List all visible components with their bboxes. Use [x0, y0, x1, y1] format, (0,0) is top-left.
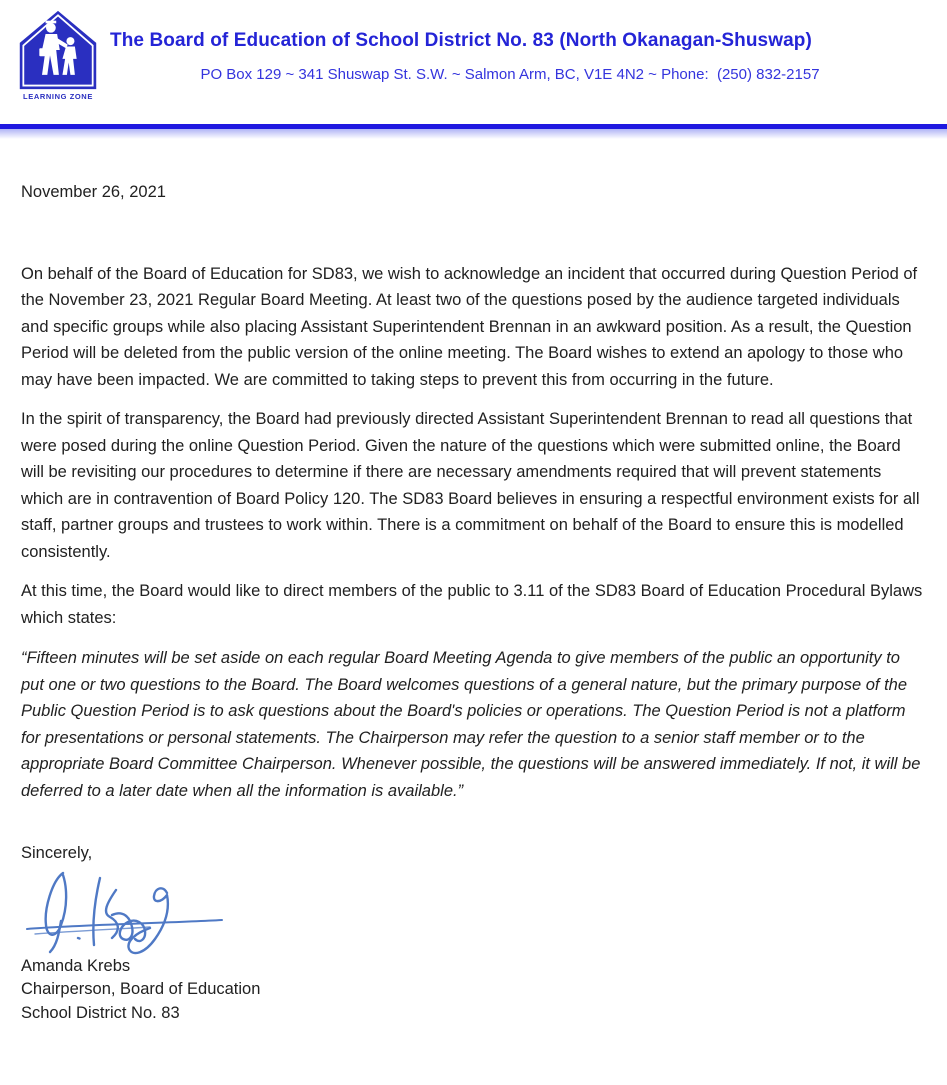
- signatory-title: Chairperson, Board of Education: [21, 980, 261, 998]
- address-line: PO Box 129 ~ 341 Shuswap St. S.W. ~ Salmon Arm, BC, V1E 4N2 ~ Phone: (250) 832-2157: [200, 66, 820, 83]
- header-divider-fade: [0, 129, 947, 139]
- handwritten-signature-image: [17, 865, 247, 960]
- org-title: The Board of Education of School District No. 83 (North Okanagan-Shuswap): [110, 30, 812, 51]
- signatory-block: [21, 955, 926, 1026]
- date-line: November 26, 2021: [21, 183, 166, 201]
- signatory-organization: School District No. 83: [21, 1003, 180, 1022]
- signature-area: [21, 865, 926, 955]
- letter-body: [21, 179, 926, 1025]
- district-logo: [12, 9, 104, 101]
- paragraph-incident: On behalf of the Board of Education for SD83, we wish to acknowledge an incident that occurred during Question Period of the November 23, 2021 Regular Board Meeting. At least two of the questions posed by the audience targeted individuals and specific groups while also placing Assistant Superintendent Brennan in an awkward position. As a result, the Question Period will be deleted from the public version of the online meeting. The Board wishes to extend an apology to those who may have been impacted. We are committed to taking steps to prevent this from occurring in the future.: [21, 264, 918, 389]
- bylaw-quote: “Fifteen minutes will be set aside on each regular Board Meeting Agenda to give members of the public an opportunity to put one or two questions to the Board. The Board welcomes questions of a general nature, but the primary purpose of the Public Question Period is to ask questions about the Board's policies or operations. The Question Period is not a platform for presentations or personal statements. The Chairperson may refer the question to a senior staff member or to the appropriate Board Committee Chairperson. Whenever possible, the questions will be answered immediately. If not, it will be deferred to a later date when all the information is available.”: [21, 649, 921, 800]
- logo-caption: LEARNING ZONE: [23, 92, 93, 101]
- paragraph-transparency: In the spirit of transparency, the Board had previously directed Assistant Superintendent Brennan to read all questions that were posed during the online Question Period. Given the nature of the questions which were submitted online, the Board will be revisiting our procedures to determine if there are necessary amendments required that will prevent statements which are in contravention of Board Policy 120. The SD83 Board believes in ensuring a respectful environment exists for all staff, partner groups and trustees to work within. There is a commitment on behalf of the Board to ensure this is modelled consistently.: [21, 410, 920, 561]
- paragraph-bylaw-reference: At this time, the Board would like to direct members of the public to 3.11 of the SD83 Board of Education Procedural Bylaws which states:: [21, 582, 923, 627]
- school-crossing-sign-icon: [18, 9, 98, 91]
- closing-line: Sincerely,: [21, 844, 93, 862]
- signatory-name: Amanda Krebs: [21, 956, 131, 975]
